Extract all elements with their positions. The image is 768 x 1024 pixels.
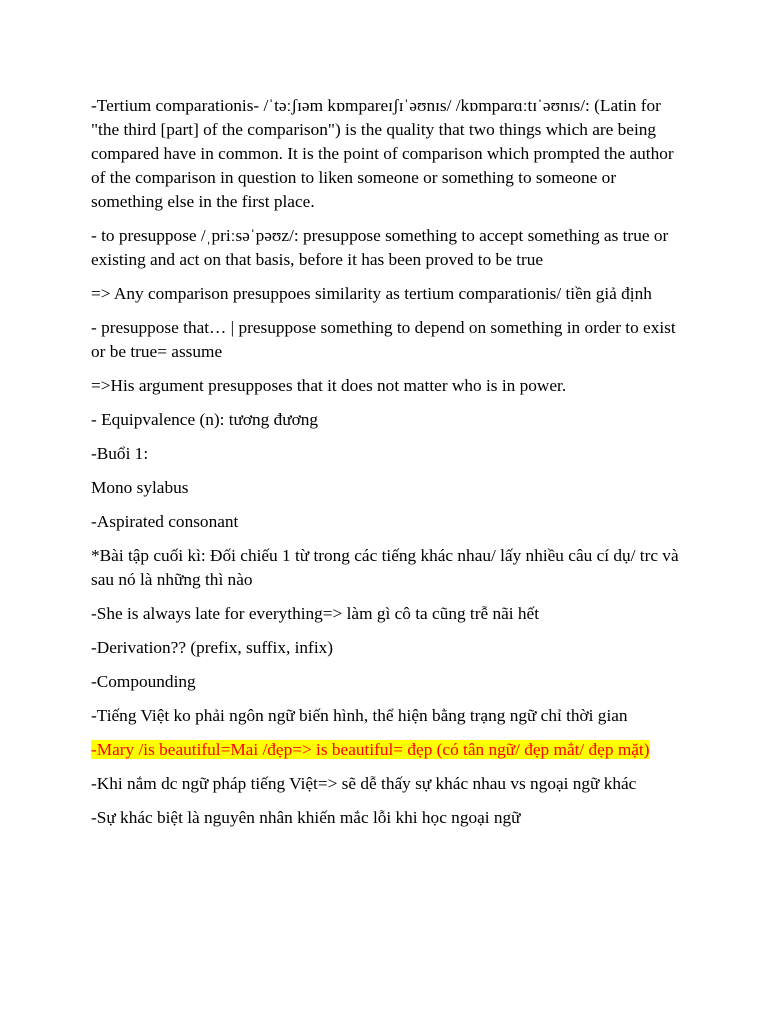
document-body (91, 94, 691, 840)
paragraph-equivalence: - Equipvalence (n): tương đương (91, 410, 319, 429)
paragraph-presuppose-that: - presuppose that… | presuppose something to depend on something in order to exist or be true= assume (91, 318, 676, 361)
paragraph-derivation: -Derivation?? (prefix, suffix, infix) (91, 638, 334, 657)
paragraph-compounding: -Compounding (91, 672, 196, 691)
paragraph-mono-sylabus: Mono sylabus (91, 478, 189, 497)
paragraph-aspirated-consonant: -Aspirated consonant (91, 512, 239, 531)
highlighted-text: -Mary /is beautiful=Mai /đẹp=> is beautiful= đẹp (có tân ngữ/ đẹp mắt/ đẹp mặt) (91, 740, 650, 759)
paragraph-presuppose-definition: - to presuppose /ˌpriːsəˈpəʊz/: presuppose something to accept something as true or existing and act on that basis, before it has been proved to be true (91, 226, 669, 269)
paragraph-final-assignment: *Bài tập cuối kì: Đối chiếu 1 từ trong các tiếng khác nhau/ lấy nhiều câu cí dụ/ trc và sau nó là những thì nào (91, 546, 679, 589)
paragraph-session-1: -Buổi 1: (91, 444, 149, 463)
paragraph-vietnamese-grammar: -Khi nắm dc ngữ pháp tiếng Việt=> sẽ dễ thấy sự khác nhau vs ngoại ngữ khác (91, 774, 637, 793)
paragraph-difference-cause: -Sự khác biệt là nguyên nhân khiến mắc lỗi khi học ngoại ngữ (91, 808, 521, 827)
paragraph-argument-example: =>His argument presupposes that it does not matter who is in power. (91, 376, 567, 395)
paragraph-tertium-comparationis: -Tertium comparationis- /ˈtəːʃɪəm kɒmpareɪʃɪˈəʊnɪs/ /kɒmparɑːtɪˈəʊnɪs/: (Latin for "the third [part] of the comparison") is the quality that two things which are being compared have in common. It is the point of comparison which prompted the author of the comparison in question to liken someone or something to someone or something else in the first place. (91, 96, 674, 211)
paragraph-late-example: -She is always late for everything=> làm gì cô ta cũng trễ nãi hết (91, 604, 540, 623)
paragraph-comparison-presupposes: => Any comparison presuppoes similarity as tertium comparationis/ tiền giả định (91, 284, 652, 303)
paragraph-highlighted-example (91, 738, 691, 762)
paragraph-vietnamese-non-inflectional: -Tiếng Việt ko phải ngôn ngữ biến hình, thể hiện bằng trạng ngữ chỉ thời gian (91, 706, 628, 725)
